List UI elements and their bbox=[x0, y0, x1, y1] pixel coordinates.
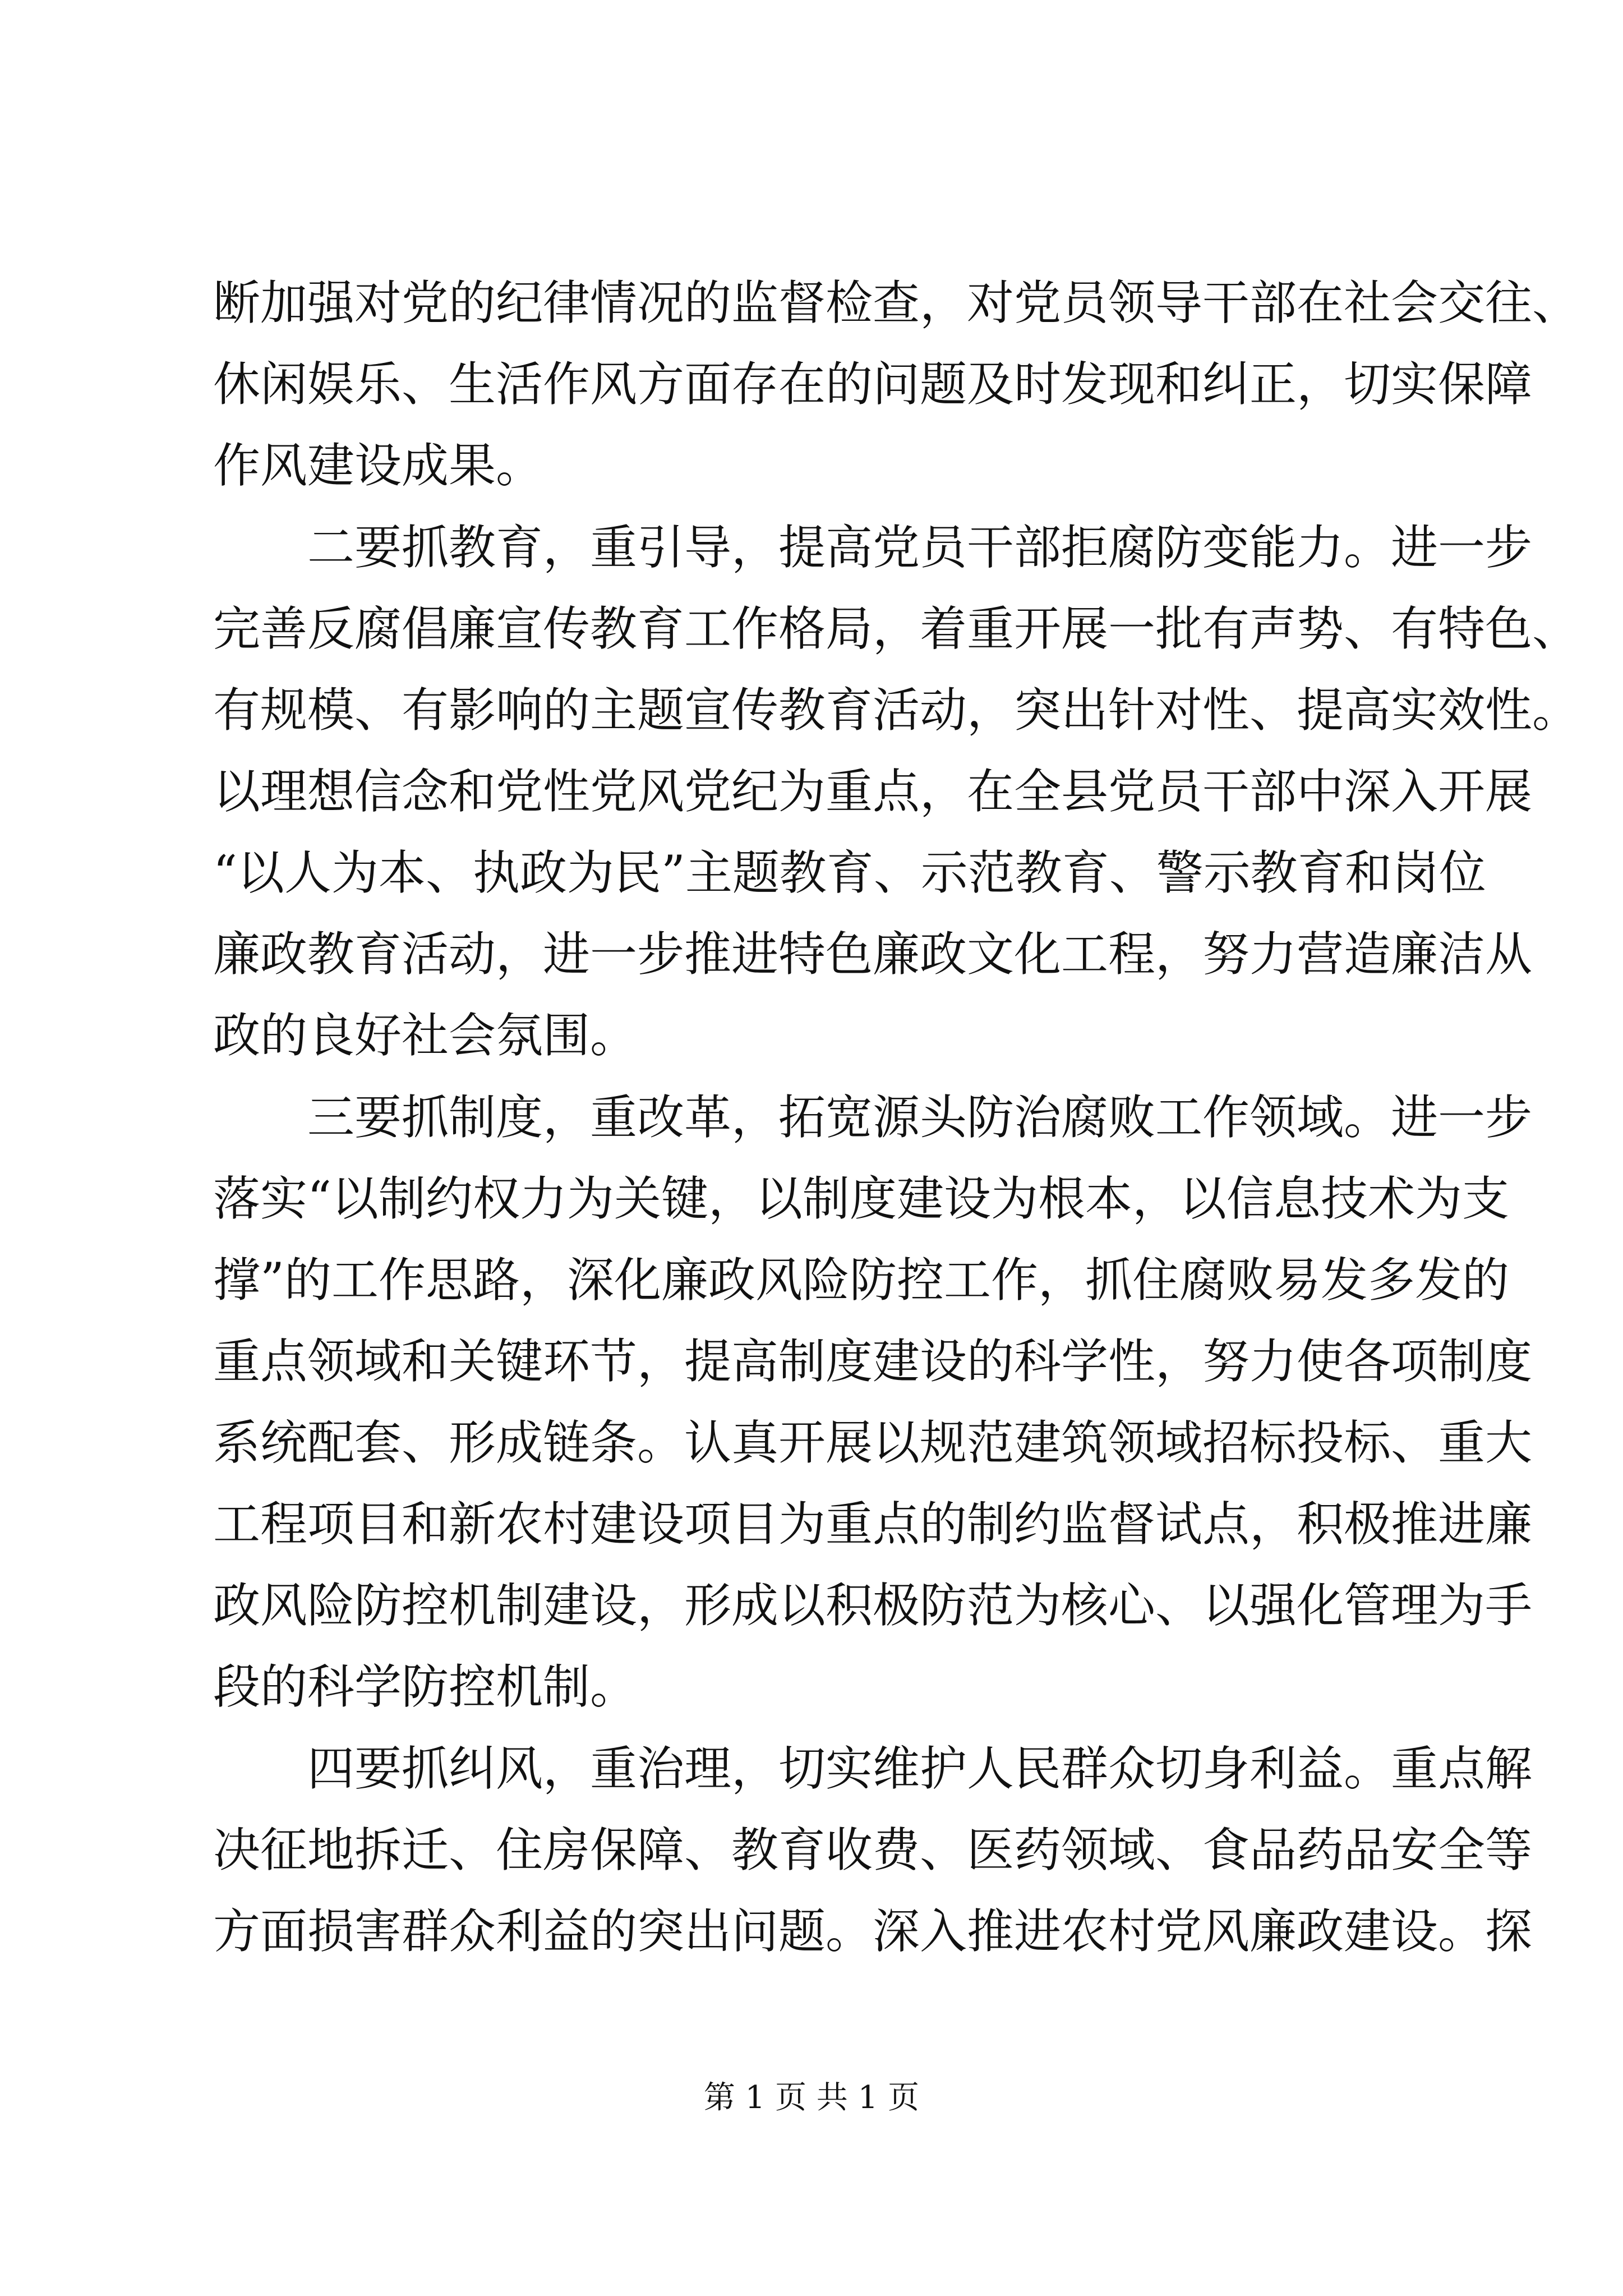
paragraph-start-line: 二要抓教育，重引导，提高党员干部拒腐防变能力。进一步 bbox=[307, 520, 1533, 575]
text-line: 完善反腐倡廉宣传教育工作格局，着重开展一批有声势、有特色、 bbox=[213, 601, 1580, 656]
paragraph-start-line: 三要抓制度，重改革，拓宽源头防治腐败工作领域。进一步 bbox=[307, 1090, 1533, 1145]
text-line: 作风建设成果。 bbox=[213, 438, 543, 493]
text-line: 段的科学防控机制。 bbox=[213, 1659, 638, 1714]
text-line: 断加强对党的纪律情况的监督检查，对党员领导干部在社会交往、 bbox=[213, 275, 1580, 330]
text-line: 休闲娱乐、生活作风方面存在的问题及时发现和纠正，切实保障 bbox=[213, 357, 1533, 412]
text-line: 工程项目和新农村建设项目为重点的制约监督试点，积极推进廉 bbox=[213, 1497, 1533, 1552]
page-footer: 第 1 页 共 1 页 bbox=[703, 2079, 920, 2116]
text-line: 政的良好社会氛围。 bbox=[213, 1008, 638, 1063]
paragraph-start-line: 四要抓纠风，重治理，切实维护人民群众切身利益。重点解 bbox=[307, 1741, 1533, 1796]
text-line: 落实“以制约权力为关键，以制度建设为根本，以信息技术为支 bbox=[213, 1171, 1509, 1226]
text-line: 有规模、有影响的主题宣传教育活动，突出针对性、提高实效性。 bbox=[213, 683, 1580, 738]
text-line: 撑”的工作思路，深化廉政风险防控工作，抓住腐败易发多发的 bbox=[213, 1253, 1509, 1308]
text-line: 重点领域和关键环节，提高制度建设的科学性，努力使各项制度 bbox=[213, 1334, 1533, 1389]
text-line: 方面损害群众利益的突出问题。深入推进农村党风廉政建设。探 bbox=[213, 1904, 1533, 1959]
text-line: 系统配套、形成链条。认真开展以规范建筑领域招标投标、重大 bbox=[213, 1415, 1533, 1470]
text-line: 以理想信念和党性党风党纪为重点，在全县党员干部中深入开展 bbox=[213, 764, 1533, 819]
text-line: 决征地拆迁、住房保障、教育收费、医药领域、食品药品安全等 bbox=[213, 1823, 1533, 1878]
text-line: 政风险防控机制建设，形成以积极防范为核心、以强化管理为手 bbox=[213, 1578, 1533, 1633]
text-line: “以人为本、执政为民”主题教育、示范教育、警示教育和岗位 bbox=[213, 845, 1486, 900]
text-line: 廉政教育活动，进一步推进特色廉政文化工程，努力营造廉洁从 bbox=[213, 927, 1533, 982]
